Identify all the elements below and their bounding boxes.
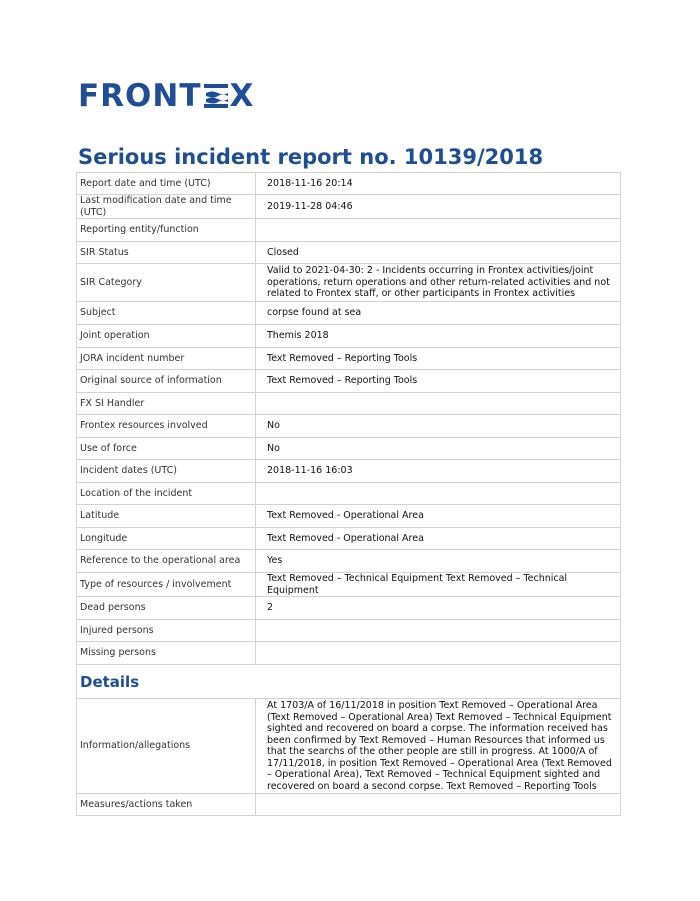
field-value: No [256, 438, 621, 460]
field-value: 2018-11-16 16:03 [256, 460, 621, 483]
page-title: Serious incident report no. 10139/2018 [78, 145, 544, 169]
field-value: Closed [256, 242, 621, 264]
field-label: Reporting entity/function [77, 219, 256, 242]
field-value: corpse found at sea [256, 302, 621, 325]
table-row [77, 642, 621, 665]
field-label: Incident dates (UTC) [77, 460, 256, 483]
table-row [77, 528, 621, 550]
field-value: Yes [256, 550, 621, 573]
field-label: Measures/actions taken [77, 794, 256, 816]
field-value: 2019-11-28 04:46 [256, 195, 621, 219]
field-label: FX SI Handler [77, 393, 256, 415]
table-row [77, 573, 621, 597]
field-value [256, 642, 621, 665]
field-label: SIR Status [77, 242, 256, 264]
field-label: Injured persons [77, 620, 256, 642]
field-value: Valid to 2021-04-30: 2 - Incidents occurring in Frontex activities/joint operations, return operations and other return-related activities and not related to Frontex staff, or other participants in Frontex activities [256, 264, 621, 302]
field-value: Text Removed - Operational Area [256, 528, 621, 550]
table-row [77, 550, 621, 573]
field-label: Longitude [77, 528, 256, 550]
frontex-logo [78, 80, 254, 112]
field-value [256, 393, 621, 415]
table-row [77, 348, 621, 370]
field-label: SIR Category [77, 264, 256, 302]
details-heading-cell [77, 665, 621, 699]
table-row [77, 483, 621, 505]
field-label: Subject [77, 302, 256, 325]
field-label: Last modification date and time (UTC) [77, 195, 256, 219]
table-row [77, 325, 621, 348]
field-value [256, 620, 621, 642]
field-value: Text Removed – Reporting Tools [256, 370, 621, 393]
field-value [256, 794, 621, 816]
field-label: Location of the incident [77, 483, 256, 505]
table-row [77, 505, 621, 528]
table-row [77, 597, 621, 620]
field-value: Themis 2018 [256, 325, 621, 348]
details-section-row [77, 665, 621, 699]
table-row [77, 264, 621, 302]
field-value [256, 219, 621, 242]
field-value: At 1703/A of 16/11/2018 in position Text Removed – Operational Area (Text Removed – Operational Area) Text Removed – Technical Equipment sighted and recovered on board a corpse. The information received has been confirmed by Text Removed – Human Resources that informed us that the searchs of the other people are still in progress. At 1000/A of 17/11/2018, in position Text Removed – Operational Area (Text Removed – Operational Area), Text Removed – Technical Equipment sighted and recovered on board a second corpse. Text Removed – Reporting Tools [256, 699, 621, 794]
field-label: Frontex resources involved [77, 415, 256, 438]
field-label: Information/allegations [77, 699, 256, 794]
field-label: Missing persons [77, 642, 256, 665]
field-value: 2 [256, 597, 621, 620]
field-label: Dead persons [77, 597, 256, 620]
field-label: Original source of information [77, 370, 256, 393]
field-value: Text Removed – Reporting Tools [256, 348, 621, 370]
table-row [77, 195, 621, 219]
table-row [77, 302, 621, 325]
field-label: Use of force [77, 438, 256, 460]
table-row [77, 415, 621, 438]
logo-wave-e-icon [204, 83, 228, 109]
table-row [77, 438, 621, 460]
table-row [77, 460, 621, 483]
field-value: No [256, 415, 621, 438]
field-value: Text Removed – Technical Equipment Text Removed – Technical Equipment [256, 573, 621, 597]
field-value [256, 483, 621, 505]
logo-text-x: X [229, 78, 255, 114]
field-label: Latitude [77, 505, 256, 528]
incident-table [76, 172, 621, 816]
section-heading-details: Details [80, 672, 140, 691]
field-value: Text Removed - Operational Area [256, 505, 621, 528]
table-row [77, 242, 621, 264]
table-row [77, 393, 621, 415]
field-label: Type of resources / involvement [77, 573, 256, 597]
field-label: Report date and time (UTC) [77, 173, 256, 195]
table-row [77, 173, 621, 195]
field-label: Reference to the operational area [77, 550, 256, 573]
table-row [77, 699, 621, 794]
table-row [77, 794, 621, 816]
table-row [77, 620, 621, 642]
field-value: 2018-11-16 20:14 [256, 173, 621, 195]
table-row [77, 219, 621, 242]
field-label: Joint operation [77, 325, 256, 348]
logo-text-front: FRONT [78, 78, 202, 114]
field-label: JORA incident number [77, 348, 256, 370]
table-row [77, 370, 621, 393]
